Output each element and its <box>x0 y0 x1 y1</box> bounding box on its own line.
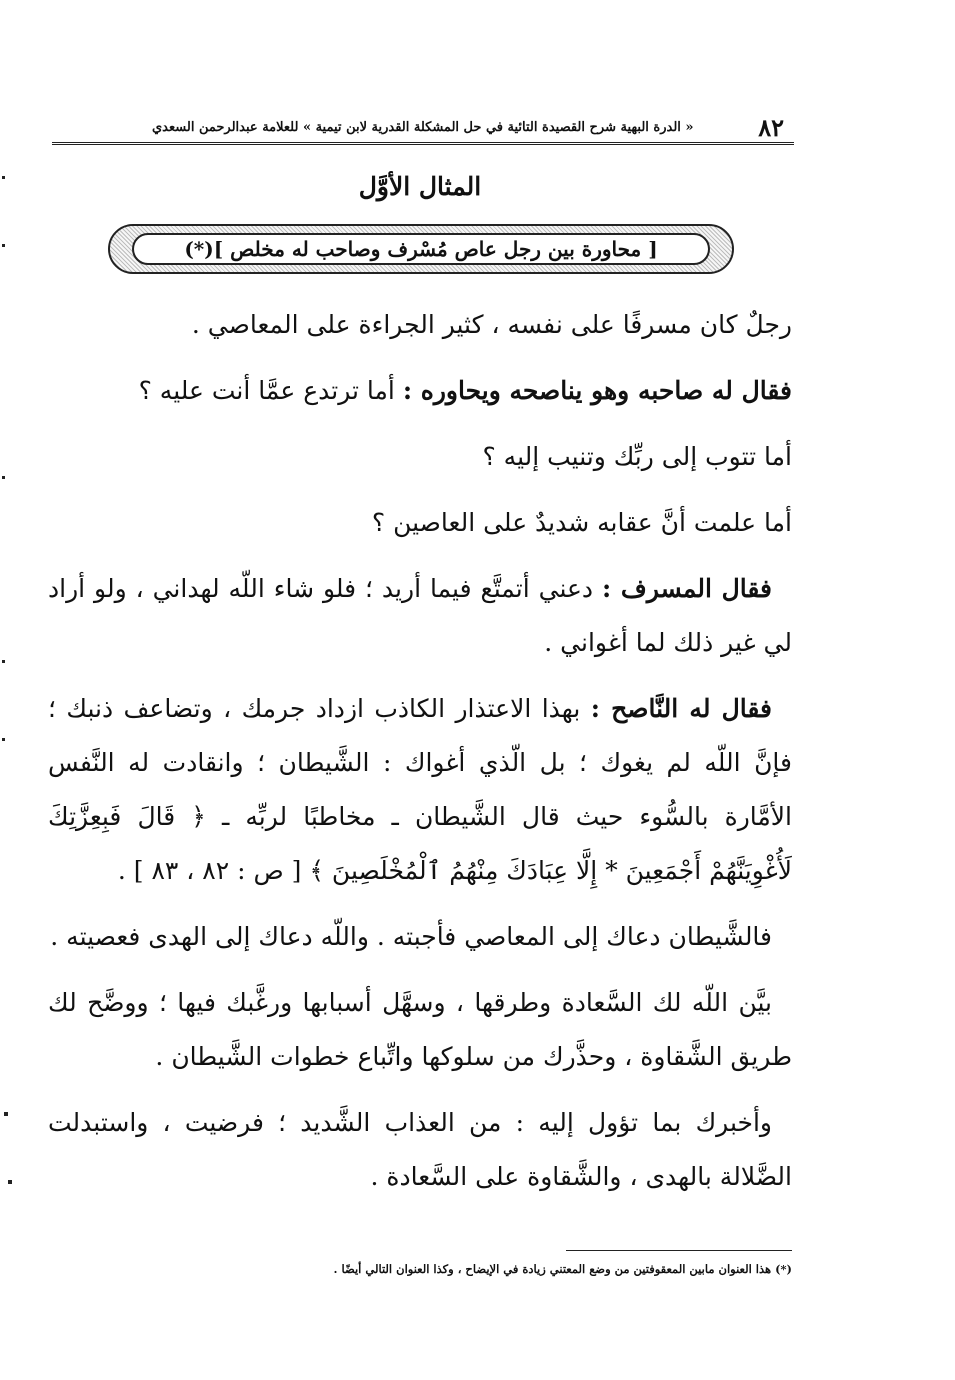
speaker-transgressor: فقال المسرف : <box>601 574 773 603</box>
paragraph-6-text: بهذا الاعتذار الكاذب ازداد جرمك ، وتضاعف ذنبك ؛ فإنَّ اللّه لم يغوك ؛ بل الّذي أغواك : الشَّيطان ؛ وانقادت له النَّفس الأمَّارة بالسُّوء حيث قال الشَّيطان ـ مخاطبًا لربِّه ـ ﴿ قَالَ فَبِعِزَّتِكَ لَأُغْوِيَنَّهُمْ أَجْمَعِينَ * إِلَّا عِبَادَكَ مِنْهُمُ ٱلْمُخْلَصِينَ ﴾ [ ص : ٨٢ ، ٨٣ ] . <box>48 694 792 885</box>
speaker-friend: فقال له صاحبه وهو يناصحه ويحاوره : <box>402 376 792 405</box>
footnote: (*) هذا العنوان مابين المعقوفتين من وضع المعتني زيادة في الإيضاح ، وكذا العنوان التالي أيضًا . <box>333 1262 792 1276</box>
paragraph-9: وأخبرك بما تؤول إليه : من العذاب الشَّديد ؛ فرضيت ، واستبدلت الضَّلالة بالهدى ، والشَّقاوة على السَّعادة . <box>48 1108 792 1191</box>
scan-mark <box>8 1180 12 1184</box>
paragraph-3: أما تتوب إلى ربِّك وتنيب إليه ؟ <box>482 442 792 471</box>
paragraph-8: بيَّن اللّه لك السَّعادة وطرقها ، وسهَّل أسبابها ورغَّبك فيها ؛ ووضَّح لك طريق الشَّقاوة ، وحذَّرك من سلوكها واتِّباع خطوات الشَّيطان . <box>48 988 792 1071</box>
paragraph-5 <box>48 562 792 670</box>
speaker-advisor: فقال له النَّاصح : <box>590 694 773 723</box>
scan-mark <box>2 660 5 663</box>
paragraph-6 <box>48 682 792 898</box>
title-banner <box>108 224 734 274</box>
page-header <box>52 112 794 145</box>
paragraph-1: رجلٌ كان مسرفًا على نفسه ، كثير الجراءة على المعاصي . <box>191 310 792 339</box>
page-number: ٨٢ <box>758 112 784 142</box>
footnote-divider <box>566 1250 792 1251</box>
banner-text: [ محاورة بين رجل عاص مُسْرف وصاحب له مخلص ](*) <box>132 233 710 265</box>
paragraph-2 <box>48 364 792 418</box>
scan-mark <box>2 244 5 247</box>
running-title: « الدرة البهية شرح القصيدة التائية في حل المشكلة القدرية لابن تيمية » للعلامة عبدالرحمن السعدي <box>152 119 694 135</box>
scan-mark <box>2 738 5 741</box>
paragraph-7: فالشَّيطان دعاك إلى المعاصي فأجبته . واللّه دعاك إلى الهدى فعصيته . <box>50 922 772 951</box>
scan-mark <box>2 476 5 479</box>
scan-mark <box>4 1112 8 1116</box>
paragraph-5-text: دعني أتمتَّع فيما أريد ؛ فلو شاء اللّه لهداني ، ولو أراد لي غير ذلك لما أغواني . <box>48 574 792 657</box>
paragraph-2-text: أما ترتدع عمَّا أنت عليه ؟ <box>138 376 403 405</box>
section-title: المثال الأوَّل <box>358 172 482 201</box>
paragraph-4: أما علمت أنَّ عقابه شديدٌ على العاصين ؟ <box>371 508 792 537</box>
scan-mark <box>2 176 5 179</box>
main-text <box>48 298 792 1216</box>
